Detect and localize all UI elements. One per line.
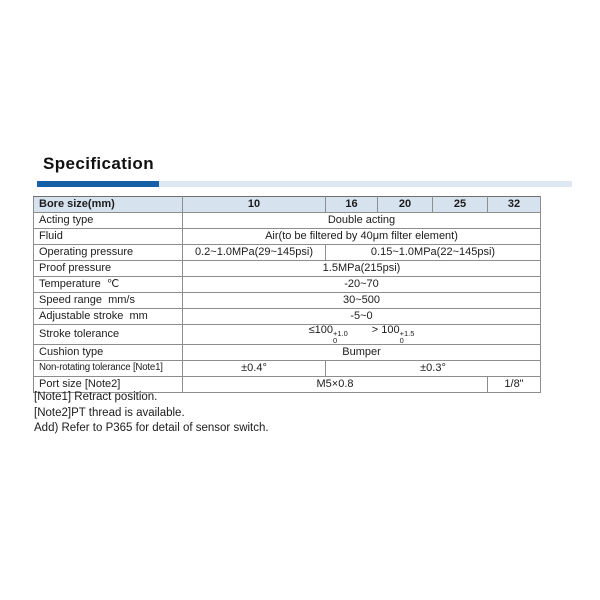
table-row-stroke-tolerance bbox=[34, 325, 541, 345]
title-underline-light bbox=[159, 181, 572, 187]
note-1: [Note1] Retract position. bbox=[34, 391, 158, 403]
column-header-bore-size: Bore size(mm) bbox=[34, 197, 183, 213]
specification-table bbox=[33, 196, 541, 393]
cell-port-size-10-25: M5×0.8 bbox=[183, 377, 488, 393]
row-label: Adjustable stroke mm bbox=[34, 309, 183, 325]
note-additional: Add) Refer to P365 for detail of sensor switch. bbox=[34, 422, 269, 434]
row-label: Port size [Note2] bbox=[34, 377, 183, 393]
row-label: Operating pressure bbox=[34, 245, 183, 261]
title-underline-dark bbox=[37, 181, 159, 187]
cell-proof-pressure: 1.5MPa(215psi) bbox=[183, 261, 541, 277]
row-label: Acting type bbox=[34, 213, 183, 229]
column-header-bore-25: 25 bbox=[433, 197, 488, 213]
cell-stroke-tolerance bbox=[183, 325, 541, 345]
row-label: Proof pressure bbox=[34, 261, 183, 277]
table-row-temperature bbox=[34, 277, 541, 293]
cell-port-size-32: 1/8" bbox=[488, 377, 541, 393]
note-2: [Note2]PT thread is available. bbox=[34, 406, 185, 419]
table-row-adjustable-stroke bbox=[34, 309, 541, 325]
cell-temperature: -20~70 bbox=[183, 277, 541, 293]
stroke-tolerance-gt: > 100 bbox=[371, 324, 400, 336]
cell-adjustable-stroke: -5~0 bbox=[183, 309, 541, 325]
column-header-bore-10: 10 bbox=[183, 197, 326, 213]
cell-fluid: Air(to be filtered by 40μm filter element) bbox=[183, 229, 541, 245]
footnotes bbox=[34, 390, 269, 437]
row-label: Speed range mm/s bbox=[34, 293, 183, 309]
row-label: Temperature ℃ bbox=[34, 277, 183, 293]
cell-non-rotating-16-32: ±0.3° bbox=[326, 361, 541, 377]
row-label: Stroke tolerance bbox=[34, 325, 183, 345]
table-row-acting-type bbox=[34, 213, 541, 229]
cell-speed-range: 30~500 bbox=[183, 293, 541, 309]
cell-operating-pressure-10: 0.2~1.0MPa(29~145psi) bbox=[183, 245, 326, 261]
table-row-speed-range bbox=[34, 293, 541, 309]
stroke-tolerance-gt-limits: +1.5 0 bbox=[399, 329, 415, 345]
table-row-non-rotating-tolerance bbox=[34, 361, 541, 377]
table-row-fluid bbox=[34, 229, 541, 245]
row-label: Fluid bbox=[34, 229, 183, 245]
column-header-bore-32: 32 bbox=[488, 197, 541, 213]
table-row-cushion-type bbox=[34, 345, 541, 361]
cell-operating-pressure-16-32: 0.15~1.0MPa(22~145psi) bbox=[326, 245, 541, 261]
cell-non-rotating-10: ±0.4° bbox=[183, 361, 326, 377]
row-label: Cushion type bbox=[34, 345, 183, 361]
cell-cushion-type: Bumper bbox=[183, 345, 541, 361]
stroke-tolerance-le-limits: +1.0 0 bbox=[332, 329, 348, 345]
column-header-bore-16: 16 bbox=[326, 197, 378, 213]
cell-acting-type: Double acting bbox=[183, 213, 541, 229]
stroke-tolerance-le: ≤100 bbox=[308, 324, 333, 336]
column-header-bore-20: 20 bbox=[378, 197, 433, 213]
page-title: Specification bbox=[43, 154, 155, 173]
row-label: Non-rotating tolerance [Note1] bbox=[34, 361, 183, 377]
table-header-row bbox=[34, 197, 541, 213]
table-row-proof-pressure bbox=[34, 261, 541, 277]
table-row-operating-pressure bbox=[34, 245, 541, 261]
